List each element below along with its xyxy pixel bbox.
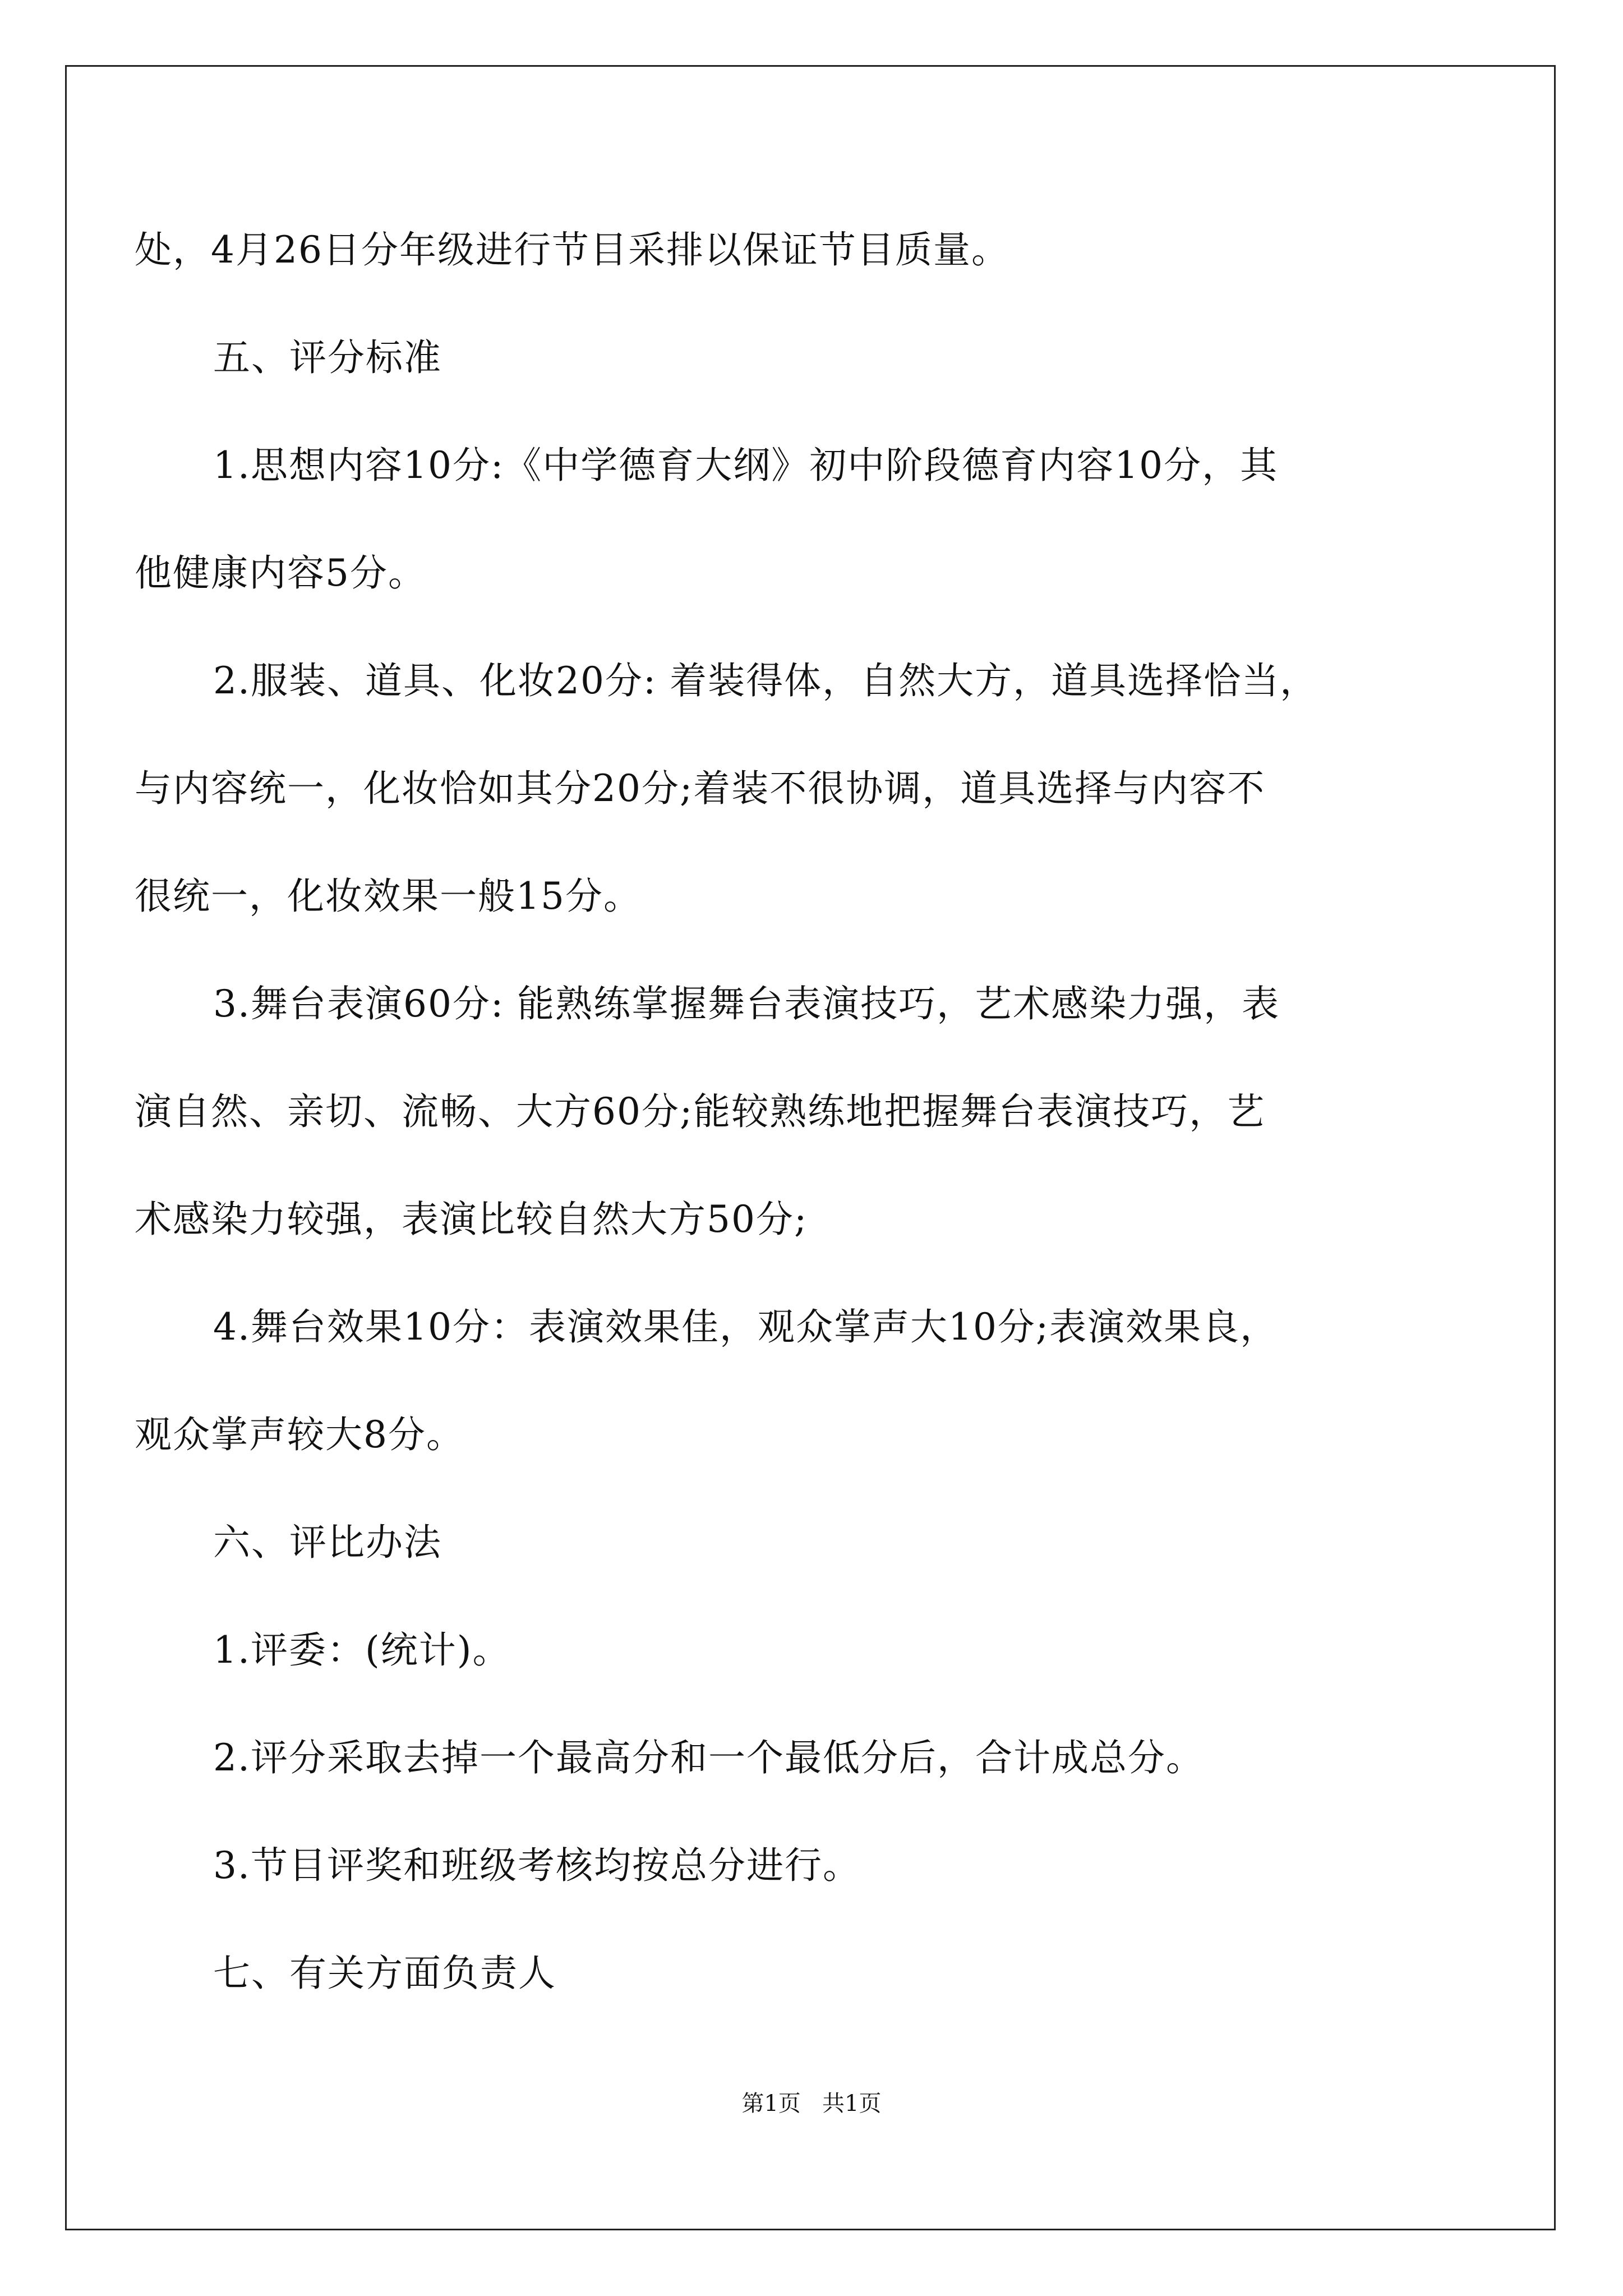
paragraph-line: 演自然、亲切、流畅、大方60分;能较熟练地把握舞台表演技巧，艺 [135,1090,1266,1133]
paragraph-line: 处，4月26日分年级进行节目采排以保证节目质量。 [135,228,1009,272]
paragraph-line: 观众掌声较大8分。 [135,1413,464,1456]
paragraph-line: 4.舞台效果10分：表演效果佳，观众掌声大10分;表演效果良， [213,1305,1279,1349]
paragraph-line: 3.舞台表演60分: 能熟练掌握舞台表演技巧，艺术感染力强，表 [213,982,1280,1025]
page-number-footer: 第1页 共1页 [741,2091,882,2116]
paragraph-line: 他健康内容5分。 [135,551,426,595]
section-heading: 六、评比办法 [213,1521,442,1564]
paragraph-line: 1.评委：(统计)。 [213,1628,511,1672]
paragraph-line: 术感染力较强，表演比较自然大方50分; [135,1198,808,1241]
section-heading: 五、评分标准 [213,336,442,379]
paragraph-line: 与内容统一，化妆恰如其分20分;着装不很协调，道具选择与内容不 [135,767,1266,810]
page-border [65,65,1556,2230]
paragraph-line: 2.服装、道具、化妆20分: 着装得体，自然大方，道具选择恰当， [213,659,1318,702]
paragraph-line: 很统一，化妆效果一般15分。 [135,875,642,918]
section-heading: 七、有关方面负责人 [213,1952,556,1995]
paragraph-line: 2.评分采取去掉一个最高分和一个最低分后，合计成总分。 [213,1736,1204,1779]
paragraph-line: 1.思想内容10分:《中学德育大纲》初中阶段德育内容10分，其 [213,444,1279,487]
paragraph-line: 3.节目评奖和班级考核均按总分进行。 [213,1844,861,1887]
